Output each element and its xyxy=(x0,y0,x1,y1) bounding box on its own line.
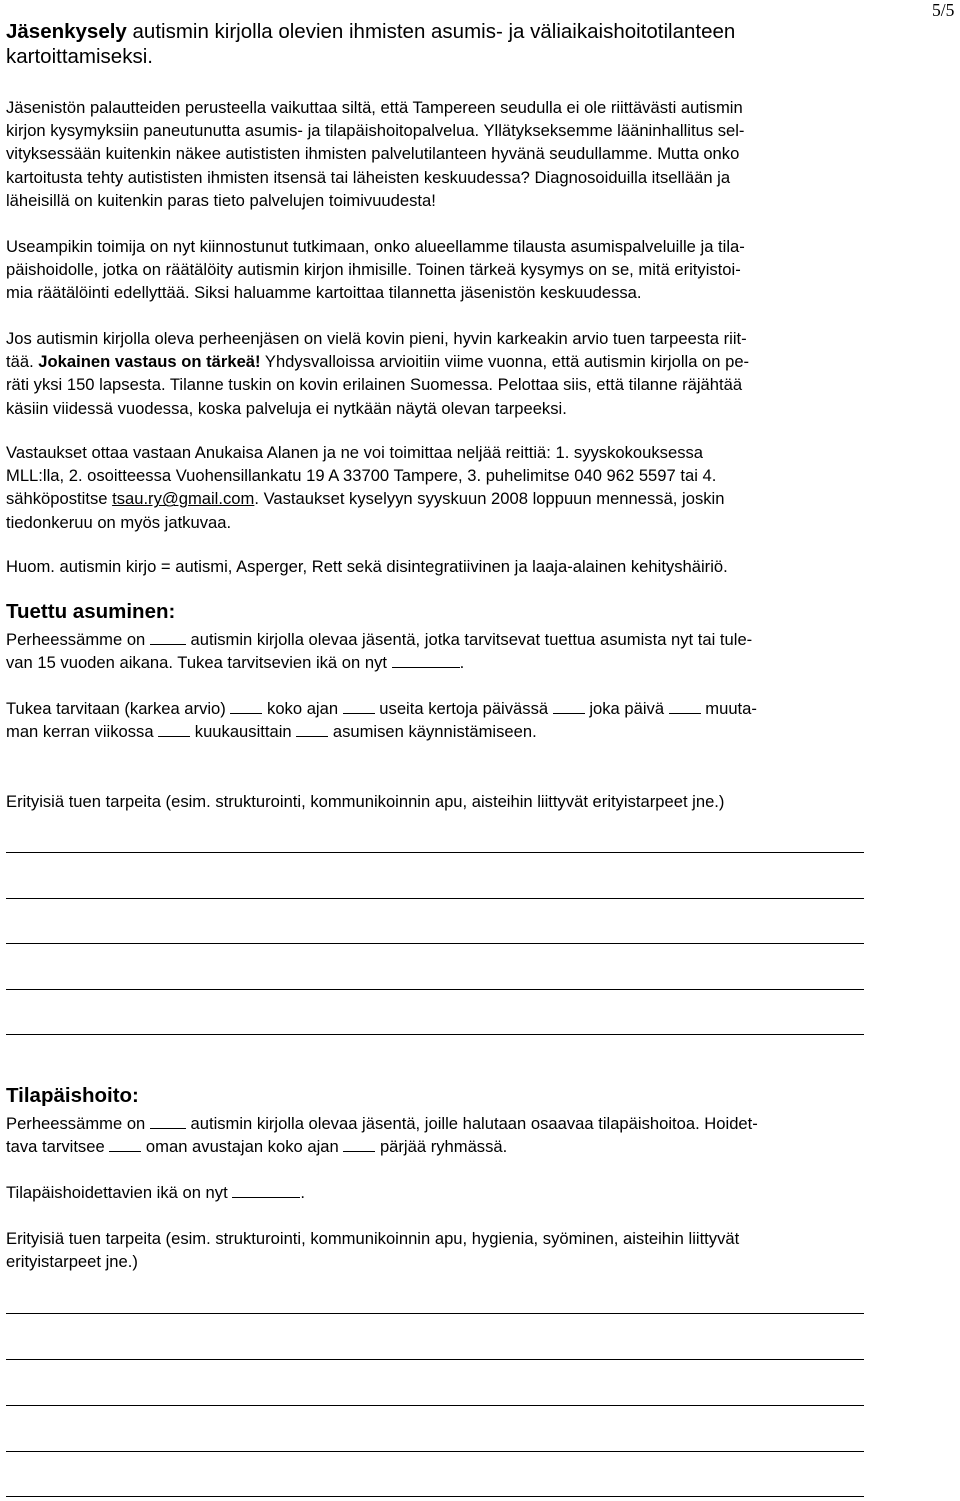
page-number: 5/5 xyxy=(932,0,955,20)
age-blank[interactable] xyxy=(232,1182,300,1198)
intro-line: Jäsenistön palautteiden perusteella vaikuttaa siltä, että Tampereen seudulla ei ole riittävästi autismin xyxy=(6,98,743,117)
estimate-line: Jos autismin kirjolla oleva perheenjäsen on vielä kovin pieni, hyvin karkeakin arvio tuen tarpeesta riit- xyxy=(6,329,747,348)
answer-line[interactable] xyxy=(6,989,864,990)
option-text: man kerran viikossa xyxy=(6,722,159,742)
question-text: . xyxy=(459,653,465,673)
tuettu-needs-prompt xyxy=(6,790,886,813)
intro-paragraph xyxy=(6,96,886,212)
group-blank[interactable] xyxy=(343,1136,375,1152)
frequency-blank[interactable] xyxy=(553,698,585,714)
answer-line[interactable] xyxy=(6,1034,864,1035)
answer-line[interactable] xyxy=(6,1451,864,1452)
answer-line[interactable] xyxy=(6,1496,864,1497)
estimate-paragraph xyxy=(6,327,886,420)
frequency-blank[interactable] xyxy=(669,698,701,714)
needs-prompt-line: Erityisiä tuen tarpeita (esim. strukturointi, kommunikoinnin apu, hygienia, syöminen, aisteihin liittyvät xyxy=(6,1229,740,1248)
age-blank[interactable] xyxy=(392,652,460,668)
answer-line[interactable] xyxy=(6,1313,864,1314)
contact-text: . Vastaukset kyselyyn syyskuun 2008 loppuun mennessä, joskin xyxy=(254,489,725,509)
document-title xyxy=(6,20,886,69)
intro-line: kartoitusta tehty autististen ihmisten itsensä tai läheisten keskuudessa? Diagnosoiduilla itsellään ja xyxy=(6,167,731,187)
purpose-line: päishoidolle, jotka on räätälöity autismin kirjon ihmisille. Toinen tärkeä kysymys on se, mitä erityistoi- xyxy=(6,260,741,280)
option-text: koko ajan xyxy=(262,699,343,718)
needs-prompt-line: erityistarpeet jne.) xyxy=(6,1252,138,1272)
title-rest: autismin kirjolla olevien ihmisten asumis- ja väliaikaishoitotilanteen xyxy=(126,20,736,43)
question-text: autismin kirjolla olevaa jäsentä, joille halutaan osaavaa tilapäishoitoa. Hoidet- xyxy=(185,1114,758,1133)
contact-paragraph xyxy=(6,441,886,534)
purpose-line: mia räätälöinti edellyttää. Siksi haluamme kartoittaa tilannetta jäsenistön keskuudessa. xyxy=(6,283,642,303)
frequency-blank[interactable] xyxy=(230,698,262,714)
answer-line[interactable] xyxy=(6,1359,864,1360)
answer-line[interactable] xyxy=(6,852,864,853)
tuettu-question-count xyxy=(6,628,886,674)
option-text: useita kertoja päivässä xyxy=(374,699,553,718)
option-text: oman avustajan koko ajan xyxy=(141,1137,344,1157)
intro-line: vityksessään kuitenkin näkee autististen ihmisten palvelutilanteen hyvänä seudullamme. Mutta onko xyxy=(6,144,740,164)
count-blank[interactable] xyxy=(150,629,186,645)
frequency-blank[interactable] xyxy=(296,721,328,737)
title-bold: Jäsenkysely xyxy=(6,20,127,43)
email-link[interactable]: tsau.ry@gmail.com xyxy=(112,489,255,509)
answer-line[interactable] xyxy=(6,943,864,944)
tilapais-needs-prompt xyxy=(6,1227,886,1273)
needs-prompt-line: Erityisiä tuen tarpeita (esim. strukturointi, kommunikoinnin apu, aisteihin liittyvät erityistarpeet jne.) xyxy=(6,792,725,811)
estimate-line: räti yksi 150 lapsesta. Tilanne tuskin on kovin erilainen Suomessa. Pelottaa siis, että tilanne räjähtää xyxy=(6,375,743,395)
section-heading-tuettu-asuminen: Tuettu asuminen: xyxy=(6,600,176,623)
option-text: muuta- xyxy=(700,699,757,718)
contact-line: tiedonkeruu on myös jatkuvaa. xyxy=(6,512,232,532)
question-text: Tilapäishoidettavien ikä on nyt xyxy=(6,1183,233,1202)
tilapais-question-count xyxy=(6,1112,886,1158)
question-text: tava tarvitsee xyxy=(6,1137,110,1157)
question-text: . xyxy=(300,1183,305,1202)
answer-line[interactable] xyxy=(6,1405,864,1406)
question-text: Perheessämme on xyxy=(6,1114,150,1133)
frequency-blank[interactable] xyxy=(343,698,375,714)
tilapais-question-age xyxy=(6,1181,886,1204)
question-text: autismin kirjolla olevaa jäsentä, jotka tarvitsevat tuettua asumista nyt tai tule- xyxy=(185,630,753,649)
contact-text: sähköpostitse xyxy=(6,489,113,509)
contact-line: Vastaukset ottaa vastaan Anukaisa Alanen ja ne voi toimittaa neljää reittiä: 1. syyskokouksessa xyxy=(6,443,704,462)
purpose-line: Useampikin toimija on nyt kiinnostunut tutkimaan, onko alueellamme tilausta asumispalveluille ja tila- xyxy=(6,237,745,256)
title-line-2: kartoittamiseksi. xyxy=(6,44,153,68)
question-text: van 15 vuoden aikana. Tukea tarvitsevien ikä on nyt xyxy=(6,653,392,673)
contact-line: MLL:lla, 2. osoitteessa Vuohensillankatu 19 A 33700 Tampere, 3. puhelimitse 040 962 5597 tai 4. xyxy=(6,466,717,486)
option-text: pärjää ryhmässä. xyxy=(375,1137,508,1157)
section-heading-tilapaishoito: Tilapäishoito: xyxy=(6,1084,139,1107)
estimate-text: Yhdysvalloissa arvioitiin viime vuonna, että autismin kirjolla on pe- xyxy=(260,352,750,372)
emphasis-text: Jokainen vastaus on tärkeä! xyxy=(38,352,261,372)
option-text: kuukausittain xyxy=(190,722,297,742)
purpose-paragraph xyxy=(6,235,886,305)
question-text: Tukea tarvitaan (karkea arvio) xyxy=(6,699,231,718)
intro-line: läheisillä on kuitenkin paras tieto palvelujen toimivuudesta! xyxy=(6,190,436,210)
option-text: asumisen käynnistämiseen. xyxy=(328,722,537,742)
assistant-blank[interactable] xyxy=(109,1136,141,1152)
definition-note xyxy=(6,555,886,578)
tuettu-question-frequency xyxy=(6,697,886,743)
intro-line: kirjon kysymyksiin paneutunutta asumis- ja tilapäishoitopalvelua. Yllätykseksemme lääninhallitus sel- xyxy=(6,121,745,141)
estimate-text: tää. xyxy=(6,352,39,372)
note-line: Huom. autismin kirjo = autismi, Asperger, Rett sekä disintegratiivinen ja laaja-alainen kehityshäiriö. xyxy=(6,557,728,576)
count-blank[interactable] xyxy=(150,1113,186,1129)
question-text: Perheessämme on xyxy=(6,630,150,649)
frequency-blank[interactable] xyxy=(158,721,190,737)
answer-line[interactable] xyxy=(6,898,864,899)
option-text: joka päivä xyxy=(584,699,669,718)
estimate-line: käsiin viidessä vuodessa, koska palveluja ei nytkään näytä olevan tarpeeksi. xyxy=(6,398,567,418)
